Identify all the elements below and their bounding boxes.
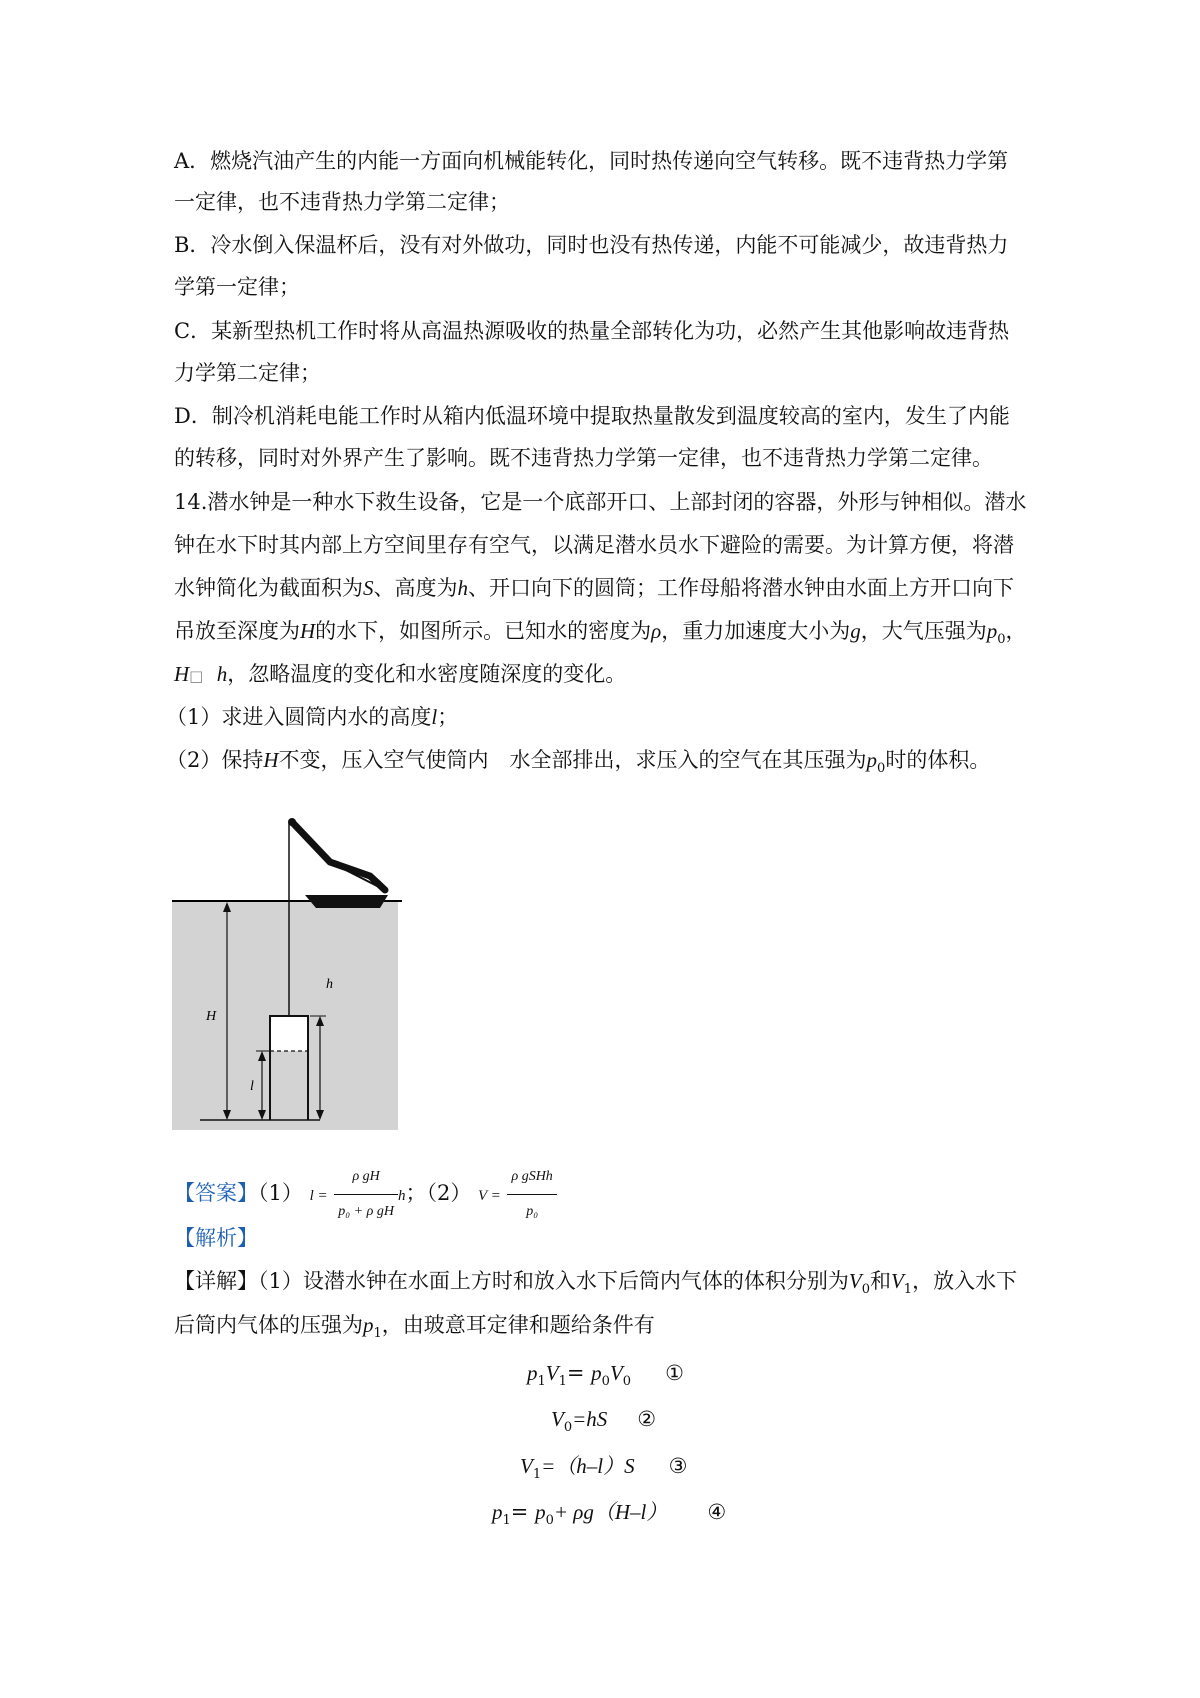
detail-tag: 【详解】 xyxy=(174,1269,258,1293)
detail-line1 xyxy=(174,1266,1017,1305)
eq-symbol: = xyxy=(566,1361,592,1385)
option-d-line2: 的转移，同时对外界产生了影响。既不违背热力学第一定律，也不违背热力学第二定律。 xyxy=(174,446,993,470)
eq-sub: 1 xyxy=(502,1513,511,1529)
var-p0: p xyxy=(866,748,878,772)
label-H: H xyxy=(206,1009,217,1024)
q14-text: （2）保持 xyxy=(166,748,264,772)
q14-text: ， xyxy=(1005,619,1027,643)
detail-text: 后筒内气体的压强为 xyxy=(174,1313,363,1337)
eq-sub: 1 xyxy=(558,1374,567,1390)
ship-hull xyxy=(305,895,388,908)
var-V0: V xyxy=(848,1269,862,1293)
option-a-line1: A．燃烧汽油产生的内能一方面向机械能转化，同时热传递向空气转移。既不违背热力学第 xyxy=(174,149,1009,173)
var-V1: V xyxy=(890,1269,904,1293)
sub-1: 1 xyxy=(373,1326,382,1342)
q14-line3 xyxy=(174,573,1014,603)
option-c-line1: C．某新型热机工作时将从高温热源吸收的热量全部转化为功，必然产生其他影响故违背热 xyxy=(174,319,1010,343)
eq1-numerator: ρ gH xyxy=(334,1162,398,1195)
label-l: l xyxy=(250,1079,254,1094)
eq-sub: 1 xyxy=(537,1374,546,1390)
eq-symbol: V xyxy=(609,1361,623,1385)
q14-text: 不变，压入空气使筒内 水全部排出，求压入的空气在其压强为 xyxy=(278,748,867,772)
q14-text: ，忽略温度的变化和水密度随深度的变化。 xyxy=(227,662,627,686)
q14-text: 、高度为 xyxy=(373,576,458,600)
sub-1: 1 xyxy=(903,1282,913,1298)
q14-line4 xyxy=(174,616,1027,655)
equation-2 xyxy=(551,1404,656,1443)
q14-text: 吊放至深度为 xyxy=(174,619,300,643)
answer-part1: （1） xyxy=(258,1181,303,1205)
eq1-lhs: l = xyxy=(309,1188,328,1204)
eq2-lhs: V = xyxy=(478,1188,501,1204)
eq-symbol: =hS xyxy=(572,1407,608,1431)
eq-sub: 1 xyxy=(532,1467,542,1483)
detail-line2 xyxy=(174,1310,655,1349)
detail-text: ，由玻意耳定律和题给条件有 xyxy=(381,1313,655,1337)
option-b-line2: 学第一定律； xyxy=(174,275,300,299)
detail-text: 和 xyxy=(869,1269,891,1293)
q14-line5 xyxy=(174,659,626,691)
option-b-line1: B．冷水倒入保温杯后，没有对外做功，同时也没有热传递，内能不可能减少，故违背热力 xyxy=(174,233,1009,257)
eq2-numerator: ρ gSHh xyxy=(507,1162,556,1195)
var-h: h xyxy=(216,662,228,686)
label-h: h xyxy=(326,977,333,992)
option-a-line2: 一定律，也不违背热力学第二定律； xyxy=(174,190,510,214)
var-p1: p xyxy=(363,1313,374,1337)
eq-sub: 0 xyxy=(622,1374,632,1390)
eq1-fraction xyxy=(334,1162,398,1227)
eq1-tail: h xyxy=(397,1188,406,1204)
var-h: h xyxy=(457,576,468,600)
var-H: H xyxy=(300,619,316,643)
eq2-fraction xyxy=(507,1162,556,1227)
eq-symbol: + ρg（H–l） xyxy=(553,1500,668,1524)
equation-4 xyxy=(492,1497,726,1536)
sub-0: 0 xyxy=(997,632,1006,648)
option-d-line1: D．制冷机消耗电能工作时从箱内低温环境中提取热量散发到温度较高的室内，发生了内能 xyxy=(174,404,1010,428)
eq-symbol: V xyxy=(551,1407,564,1431)
crane-arm xyxy=(292,822,385,890)
q14-line1: 14.潜水钟是一种水下救生设备，它是一个底部开口、上部封闭的容器，外形与钟相似。潜水 xyxy=(174,490,1027,514)
var-g: g xyxy=(850,619,861,643)
answer-tag: 【答案】 xyxy=(174,1181,258,1205)
eq-symbol: V xyxy=(520,1454,533,1478)
var-H: H xyxy=(263,748,279,772)
diving-bell-air xyxy=(270,1016,308,1051)
detail-text: （1）设潜水钟在水面上方时和放入水下后筒内气体的体积分别为 xyxy=(258,1269,849,1293)
analysis-tag: 【解析】 xyxy=(174,1226,258,1250)
diving-bell-figure xyxy=(170,802,410,1132)
eq-symbol: p xyxy=(527,1361,538,1385)
q14-sub1 xyxy=(166,702,458,732)
eq-symbol: p xyxy=(535,1500,546,1524)
equation-number: ④ xyxy=(707,1500,727,1524)
q14-text: ，大气压强为 xyxy=(860,619,987,643)
equation-1 xyxy=(527,1358,684,1397)
eq-symbol: V xyxy=(545,1361,559,1385)
eq-symbol: =（h–l）S xyxy=(541,1454,635,1478)
sub-0: 0 xyxy=(861,1282,870,1298)
equation-number: ② xyxy=(637,1407,657,1431)
eq2-denominator: p₀ xyxy=(526,1204,539,1219)
eq-symbol: p xyxy=(591,1361,602,1385)
q14-text: （1）求进入圆筒内水的高度 xyxy=(166,705,432,729)
var-S: S xyxy=(363,576,374,600)
var-H: H xyxy=(174,662,190,686)
equation-number: ① xyxy=(665,1361,684,1385)
q14-text: ，重力加速度大小为 xyxy=(661,619,851,643)
eq1-denominator: p₀ + ρ gH xyxy=(338,1204,394,1219)
q14-text: 水钟简化为截面积为 xyxy=(174,576,363,600)
var-p0: p xyxy=(986,619,998,643)
q14-sub2 xyxy=(166,745,990,784)
answer-line xyxy=(174,1162,557,1227)
eq-sub: 0 xyxy=(545,1513,554,1529)
q14-text: 的水下，如图所示。已知水的密度为 xyxy=(315,619,652,643)
crane-boom xyxy=(330,862,385,890)
detail-text: ，放入水下 xyxy=(912,1269,1018,1293)
equation-3 xyxy=(520,1451,687,1490)
answer-separator: ；（2） xyxy=(405,1181,472,1205)
equation-number: ③ xyxy=(668,1454,688,1478)
q14-line2: 钟在水下时其内部上方空间里存有空气，以满足潜水员水下避险的需要。为计算方便，将潜 xyxy=(174,533,1014,557)
sub-0: 0 xyxy=(877,761,886,777)
eq-symbol: p xyxy=(492,1500,503,1524)
missing-glyph-box: □ xyxy=(189,667,204,685)
var-rho: ρ xyxy=(651,619,662,643)
q14-text: ； xyxy=(437,705,459,729)
q14-text: 、开口向下的圆筒；工作母船将潜水钟由水面上方开口向下 xyxy=(468,576,1014,600)
eq-sub: 0 xyxy=(563,1420,573,1436)
eq-symbol: = xyxy=(510,1500,536,1524)
eq-sub: 0 xyxy=(601,1374,610,1390)
q14-text: 时的体积。 xyxy=(885,748,991,772)
var-l: l xyxy=(431,705,438,729)
option-c-line2: 力学第二定律； xyxy=(174,361,321,385)
